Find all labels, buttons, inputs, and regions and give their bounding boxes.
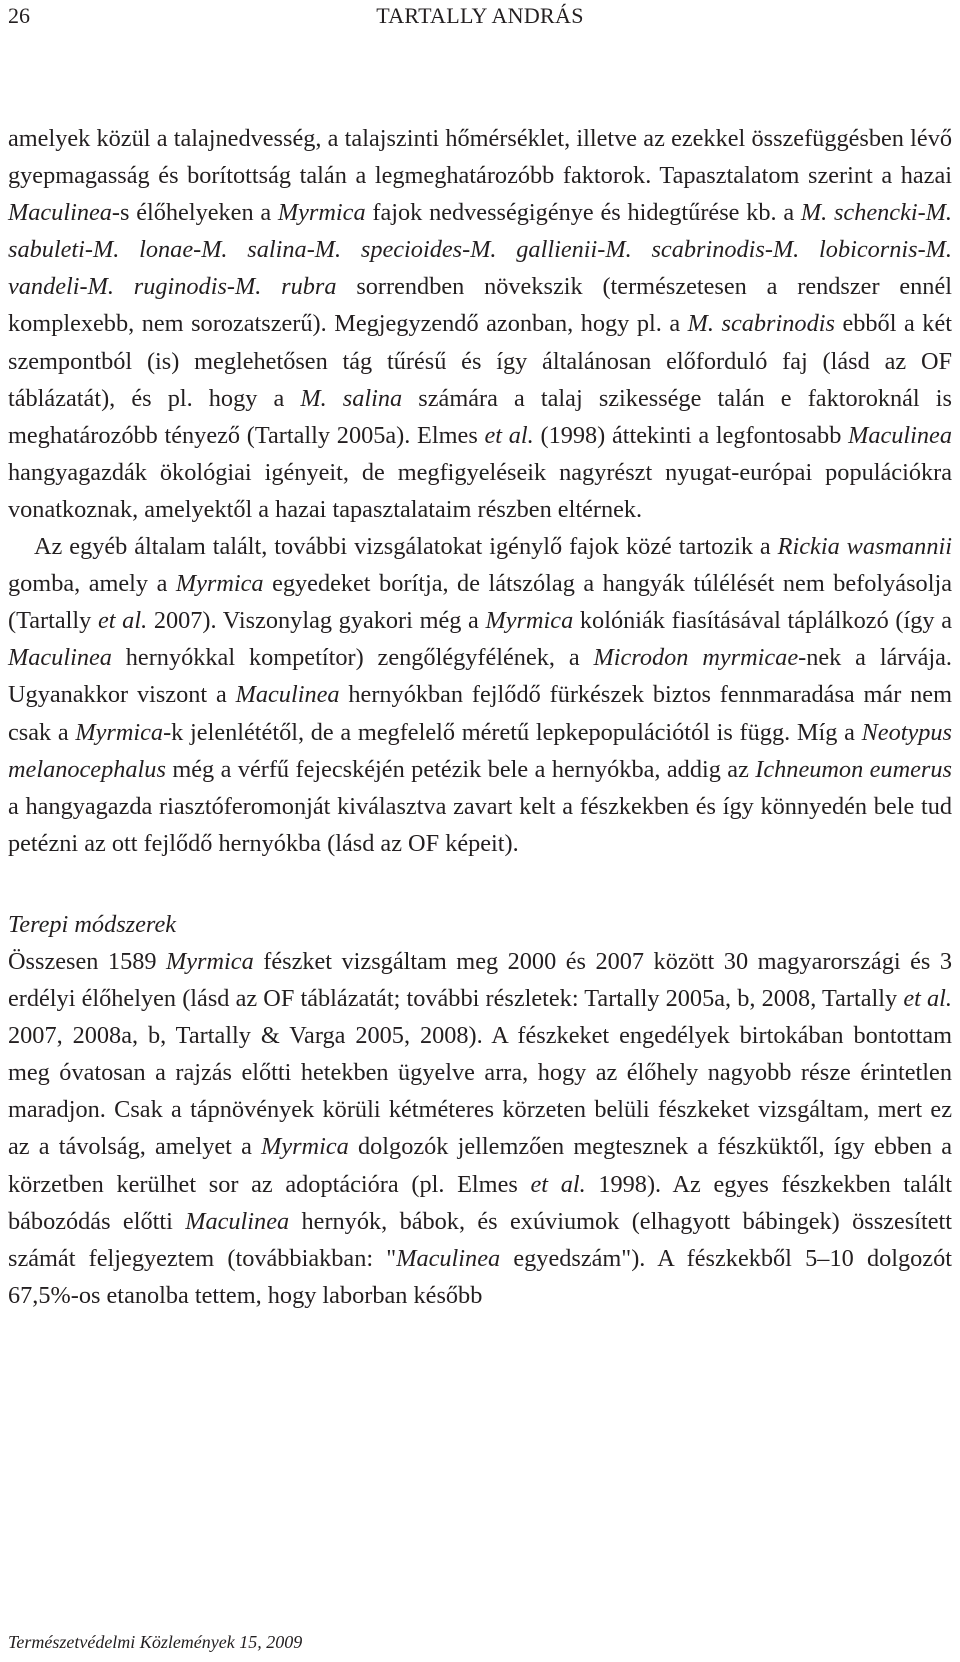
text-run: 2007). Viszonylag gyakori még a — [147, 607, 486, 635]
text-run: -s élőhelyeken a — [111, 199, 278, 227]
italic-run: Maculinea — [848, 421, 952, 449]
italic-run: Maculinea — [8, 199, 112, 227]
text-run: -k jelenlététől, de a megfelelő méretű lepkepopulációtól is függ. Míg a — [163, 718, 862, 746]
text-run: Az egyéb általam talált, további vizsgálatokat igénylő fajok közé tartozik a — [34, 533, 778, 561]
text-run: -nek a lárvája. Ugyanakkor viszont a — [8, 644, 953, 709]
page-number: 26 — [8, 3, 30, 28]
paragraph-2 — [8, 528, 952, 862]
italic-run: Myrmica — [75, 718, 164, 746]
italic-run: M. scabrinodis — [687, 310, 835, 338]
italic-run: Ichneumon eumerus — [755, 755, 952, 783]
text-run: kolóniák fiasításával táplálkozó (így a — [573, 607, 952, 635]
text-run: 1998). Az egyes fészkekben talált bábozódás előtti — [8, 1170, 952, 1235]
italic-run: Neotypus melanocephalus — [8, 718, 953, 783]
running-head: TARTALLY ANDRÁS — [376, 3, 584, 28]
text-run: 2007, 2008a, b, Tartally & Varga 2005, 2008). A fészkeket engedélyek birtokában bontottam meg óvatosan a rajzás előtti hetekben ügyelve arra, hogy az élőhely nagyobb része érintetlen maradjon. Csak a tápnövények körüli kétméteres körzeten belüli fészkeket vizsgáltam, mert ez az a távolság, amelyet a — [8, 1022, 952, 1161]
italic-run: Myrmica — [277, 199, 366, 227]
italic-run: et al. — [903, 985, 952, 1013]
italic-run: Myrmica — [485, 607, 574, 635]
text-run: fészket vizsgáltam meg 2000 és 2007 között 30 magyarországi és 3 erdélyi élőhelyen (lásd az OF táblázatát; további részletek: Tartally 2005a, b, 2008, Tartally — [8, 947, 953, 1013]
italic-run: et al. — [484, 421, 534, 449]
page-header — [0, 0, 960, 40]
italic-run: Rickia wasmannii — [777, 533, 952, 561]
body-text — [8, 120, 952, 1314]
italic-run: Microdon myrmicae — [593, 644, 799, 672]
italic-run: Maculinea — [396, 1244, 501, 1272]
text-run: hernyók, bábok, és exúviumok (elhagyott bábingek) összesített számát feljegyeztem (továbbiakban: " — [8, 1207, 952, 1272]
italic-run: M. salina — [300, 384, 403, 412]
text-run: fajok nedvességigénye és hidegtűrése kb. a — [365, 199, 801, 227]
text-run: sorrendben növekszik (természetesen a rendszer ennél komplexebb, nem sorozatszerű). Megjegyzendő azonban, hogy pl. a — [8, 273, 952, 338]
text-run: ebből a két szempontból (is) meglehetősen tág tűrésű és így általánosan előforduló faj (lásd az OF táblázatát), és pl. hogy a — [8, 310, 952, 412]
italic-run: M. schencki-M. sabuleti-M. lonae-M. salina-M. specioides-M. gallienii-M. scabrinodis-M. lobicornis-M. vandeli-M. ruginodis-M. rubra — [8, 199, 953, 301]
italic-run: Myrmica — [261, 1133, 349, 1161]
text-run: hernyókkal kompetítor) zengőlégyfélének, a — [111, 644, 594, 672]
text-run: gomba, amely a — [8, 570, 176, 598]
italic-run: Maculinea — [185, 1207, 290, 1235]
section-title: Terepi módszerek — [8, 910, 177, 938]
text-run: (1998) áttekinti a legfontosabb — [533, 421, 849, 449]
italic-run: et al. — [530, 1170, 586, 1198]
paragraph-3 — [8, 943, 952, 1314]
text-run: még a vérfű fejecskéjén petézik bele a hernyókba, addig az — [165, 755, 756, 783]
text-run: amelyek közül a talajnedvesség, a talajszinti hőmérséklet, illetve az ezekkel összefüggésben lévő gyepmagasság és borítottság talán a legmeghatározóbb faktorok. Tapasztalatom szerint a hazai — [8, 125, 952, 190]
text-run: dolgozók jellemzően megtesznek a fészküktől, így ebben a körzetben kerülhet sor az adoptációra (pl. Elmes — [8, 1133, 952, 1198]
text-run: hernyókban fejlődő fürkészek biztos fennmaradása már nem csak a — [8, 681, 952, 746]
text-run: egyedeket borítja, de látszólag a hangyák túlélését nem befolyásolja (Tartally — [8, 570, 952, 635]
italic-run: Myrmica — [166, 947, 254, 975]
text-run: a hangyagazda riasztóferomonját kiválasztva zavart kelt a fészkekben és így könnyedén bele tud petézni az ott fejlődő hernyókba (lásd az OF képeit). — [8, 792, 952, 857]
italic-run: Myrmica — [175, 570, 264, 598]
italic-run: et al. — [97, 607, 148, 635]
text-run: Összesen 1589 — [8, 947, 167, 975]
text-run: hangyagazdák ökológiai igényeit, de megfigyeléseik nagyrészt nyugat-európai populációkra vonatkoznak, amelyektől a hazai tapasztalataim részben eltérnek. — [8, 458, 952, 523]
text-run: egyedszám"). A fészkekből 5–10 dolgozót 67,5%-os etanolba tettem, hogy laborban később — [8, 1244, 952, 1309]
text-run: számára a talaj szikessége talán e faktoroknál is meghatározóbb tényező (Tartally 2005a). Elmes — [8, 384, 953, 449]
paragraph-1 — [8, 120, 952, 528]
italic-run: Maculinea — [8, 644, 112, 672]
italic-run: Maculinea — [235, 681, 340, 709]
footer-journal: Természetvédelmi Közlemények 15, 2009 — [8, 1632, 303, 1652]
